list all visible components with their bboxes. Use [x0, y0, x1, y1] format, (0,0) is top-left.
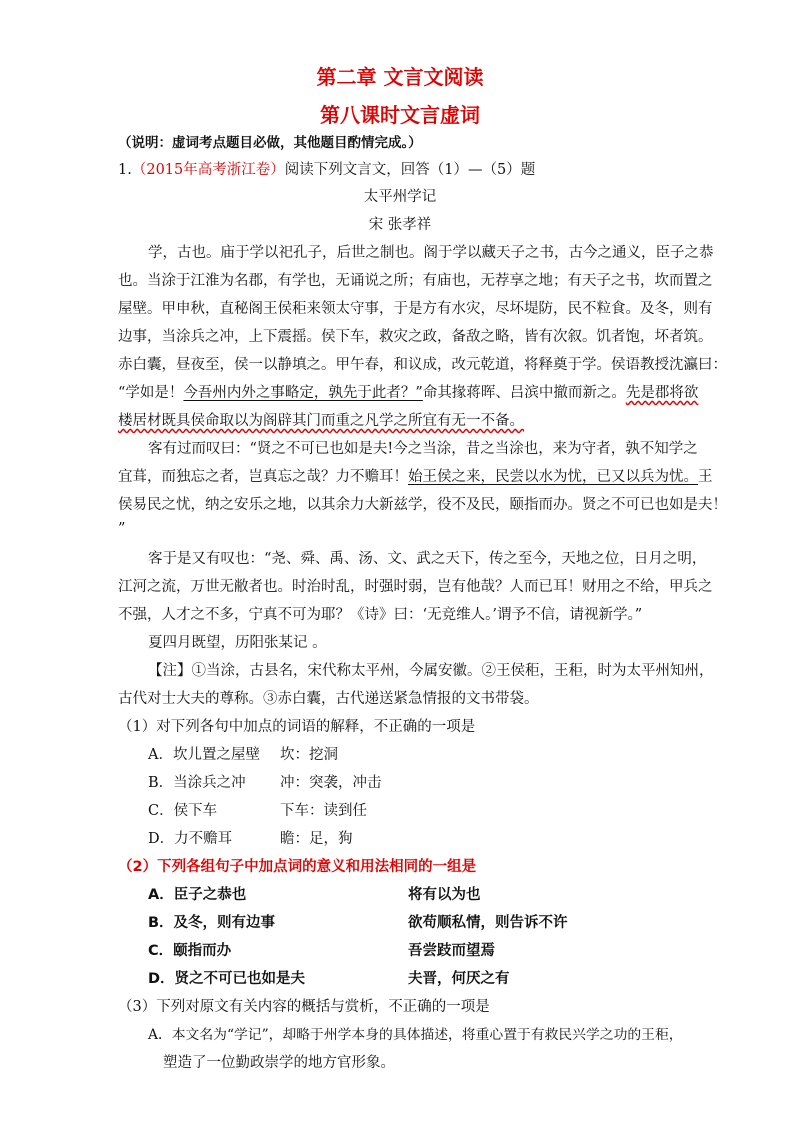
article-line: 江河之流，万世无敝者也。时治时乱，时强时弱，岂有他哉？人而已耳！财用之不给，甲兵之: [118, 579, 713, 595]
article-line: 也。当涂于江淮为名郡，有学也，无诵说之所；有庙也，无荐享之地；有天子之书，坎而置之: [118, 273, 713, 289]
q3-option-a-line2: 塑造了一位勤政崇学的地方官形象。: [163, 1055, 395, 1071]
q2-option-b-right: 欲苟顺私情，则告诉不许: [408, 915, 568, 931]
wavy-underlined-sentence: 先是郡将欲: [625, 385, 699, 401]
article-author: 宋 张孝祥: [368, 217, 432, 233]
q2-option-b-left: B．及冬，则有边事: [148, 915, 276, 931]
q2-option-c-right: 吾尝跂而望焉: [408, 943, 495, 959]
q1-option-b: B．当涂兵之冲: [148, 775, 246, 791]
q2-option-a-left: A．臣子之恭也: [148, 887, 247, 903]
article-text: 宜葺，而独忘之者，岂真忘之哉？力不赡耳！: [118, 469, 408, 485]
question-source: （2015年高考浙江卷）: [131, 162, 285, 178]
article-line: 屋壁。甲申秋，直秘阁王侯秬来领太守事，于是方有水灾，尽坏堤防，民不粒食。及冬，则有: [118, 301, 713, 317]
article-line: 不强，人才之不多，宁真不可为耶？《诗》曰：‘无竞维人。’谓予不信，请视新学。”: [118, 607, 643, 623]
article-date-line: 夏四月既望，历阳张某记 。: [148, 635, 327, 651]
article-text: 王: [698, 469, 713, 485]
article-line: [118, 467, 713, 487]
q1-option-d-answer: 瞻：足，狗: [280, 831, 353, 847]
article-line: 客于是又有叹也：“尧、舜、禹、汤、文、武之天下，传之至今，天地之位，日月之明，: [148, 551, 707, 567]
underlined-sentence: 始王侯之来，民尝以水为忧，已又以兵为忧。: [408, 469, 698, 485]
article-text: 命其掾蒋晖、吕滨中撤而新之。: [422, 385, 626, 401]
article-title: 太平州学记: [363, 189, 437, 205]
lesson-title: 第八课时文言虚词: [320, 103, 480, 127]
chapter-title: 第二章 文言文阅读: [316, 65, 484, 89]
q1-stem: （1）对下列各句中加点的词语的解释，不正确的一项是: [118, 719, 476, 735]
article-line: 学，古也。庙于学以祀孔子，后世之制也。阁于学以藏天子之书，古今之通义，臣子之恭: [148, 245, 714, 261]
q2-stem: （2）下列各组句子中加点词的意义和用法相同的一组是: [118, 859, 477, 875]
article-line: ”: [118, 521, 126, 537]
article-line: 侯易民之忧，纳之安乐之地，以其余力大新兹学，役不及民，颐指而办。贤之不可已也如是夫！: [118, 497, 727, 513]
q2-option-d-right: 夫晋，何厌之有: [408, 971, 510, 987]
article-line: 边事，当涂兵之冲，上下震摇。侯下车，救灾之政，备敌之略，皆有次叙。饥者饱，坏者筑。: [118, 329, 713, 345]
q1-option-c-answer: 下车：读到任: [280, 803, 367, 819]
q2-option-a-right: 将有以为也: [408, 887, 481, 903]
underlined-sentence: 今吾州内外之事略定，孰先于此者？”: [183, 385, 423, 401]
question-number: 1.: [118, 162, 132, 178]
question-instruction: 阅读下列文言文，回答（1）—（5）题: [284, 162, 536, 178]
q1-option-a: A．坎儿置之屋壁: [148, 747, 260, 763]
article-text: “学如是！: [118, 385, 184, 401]
q2-option-c-left: C．颐指而办: [148, 943, 232, 959]
article-line: [118, 383, 698, 403]
q3-option-a-line1: A．本文名为“学记”，却略于州学本身的具体描述，将重心置于有救民兴学之功的王秬，: [148, 1027, 683, 1043]
q1-option-b-answer: 冲：突袭，冲击: [280, 775, 382, 791]
notes-line: 古代对士大夫的尊称。③赤白囊，古代递送紧急情报的文书带袋。: [118, 691, 539, 707]
question-1-header: [118, 160, 535, 180]
article-line: 赤白囊，昼夜至，侯一以静填之。甲午春，和议成，改元乾道，将释奠于学。侯语教授沈瀛曰：: [118, 357, 727, 373]
article-line: 客有过而叹曰：“贤之不可已也如是夫!今之当涂，昔之当涂也，来为守者，孰不知学之: [148, 441, 698, 457]
wavy-underlined-sentence: 楼居材既具侯命取以为阁辟其门而重之凡学之所宜有无一不备。: [118, 413, 524, 429]
q1-option-a-answer: 坎：挖洞: [280, 747, 338, 763]
q1-option-d: D．力不赡耳: [148, 831, 233, 847]
notes-line: 【注】①当涂，古县名，宋代称太平州，今属安徽。②王侯秬，王秬，时为太平州知州，: [148, 663, 714, 679]
q2-option-d-left: D．贤之不可已也如是夫: [148, 971, 306, 987]
q1-option-c: C．侯下车: [148, 803, 218, 819]
q3-stem: （3）下列对原文有关内容的概括与赏析，不正确的一项是: [118, 999, 490, 1015]
instruction-note: （说明：虚词考点题目必做，其他题目酌情完成。）: [118, 135, 422, 151]
